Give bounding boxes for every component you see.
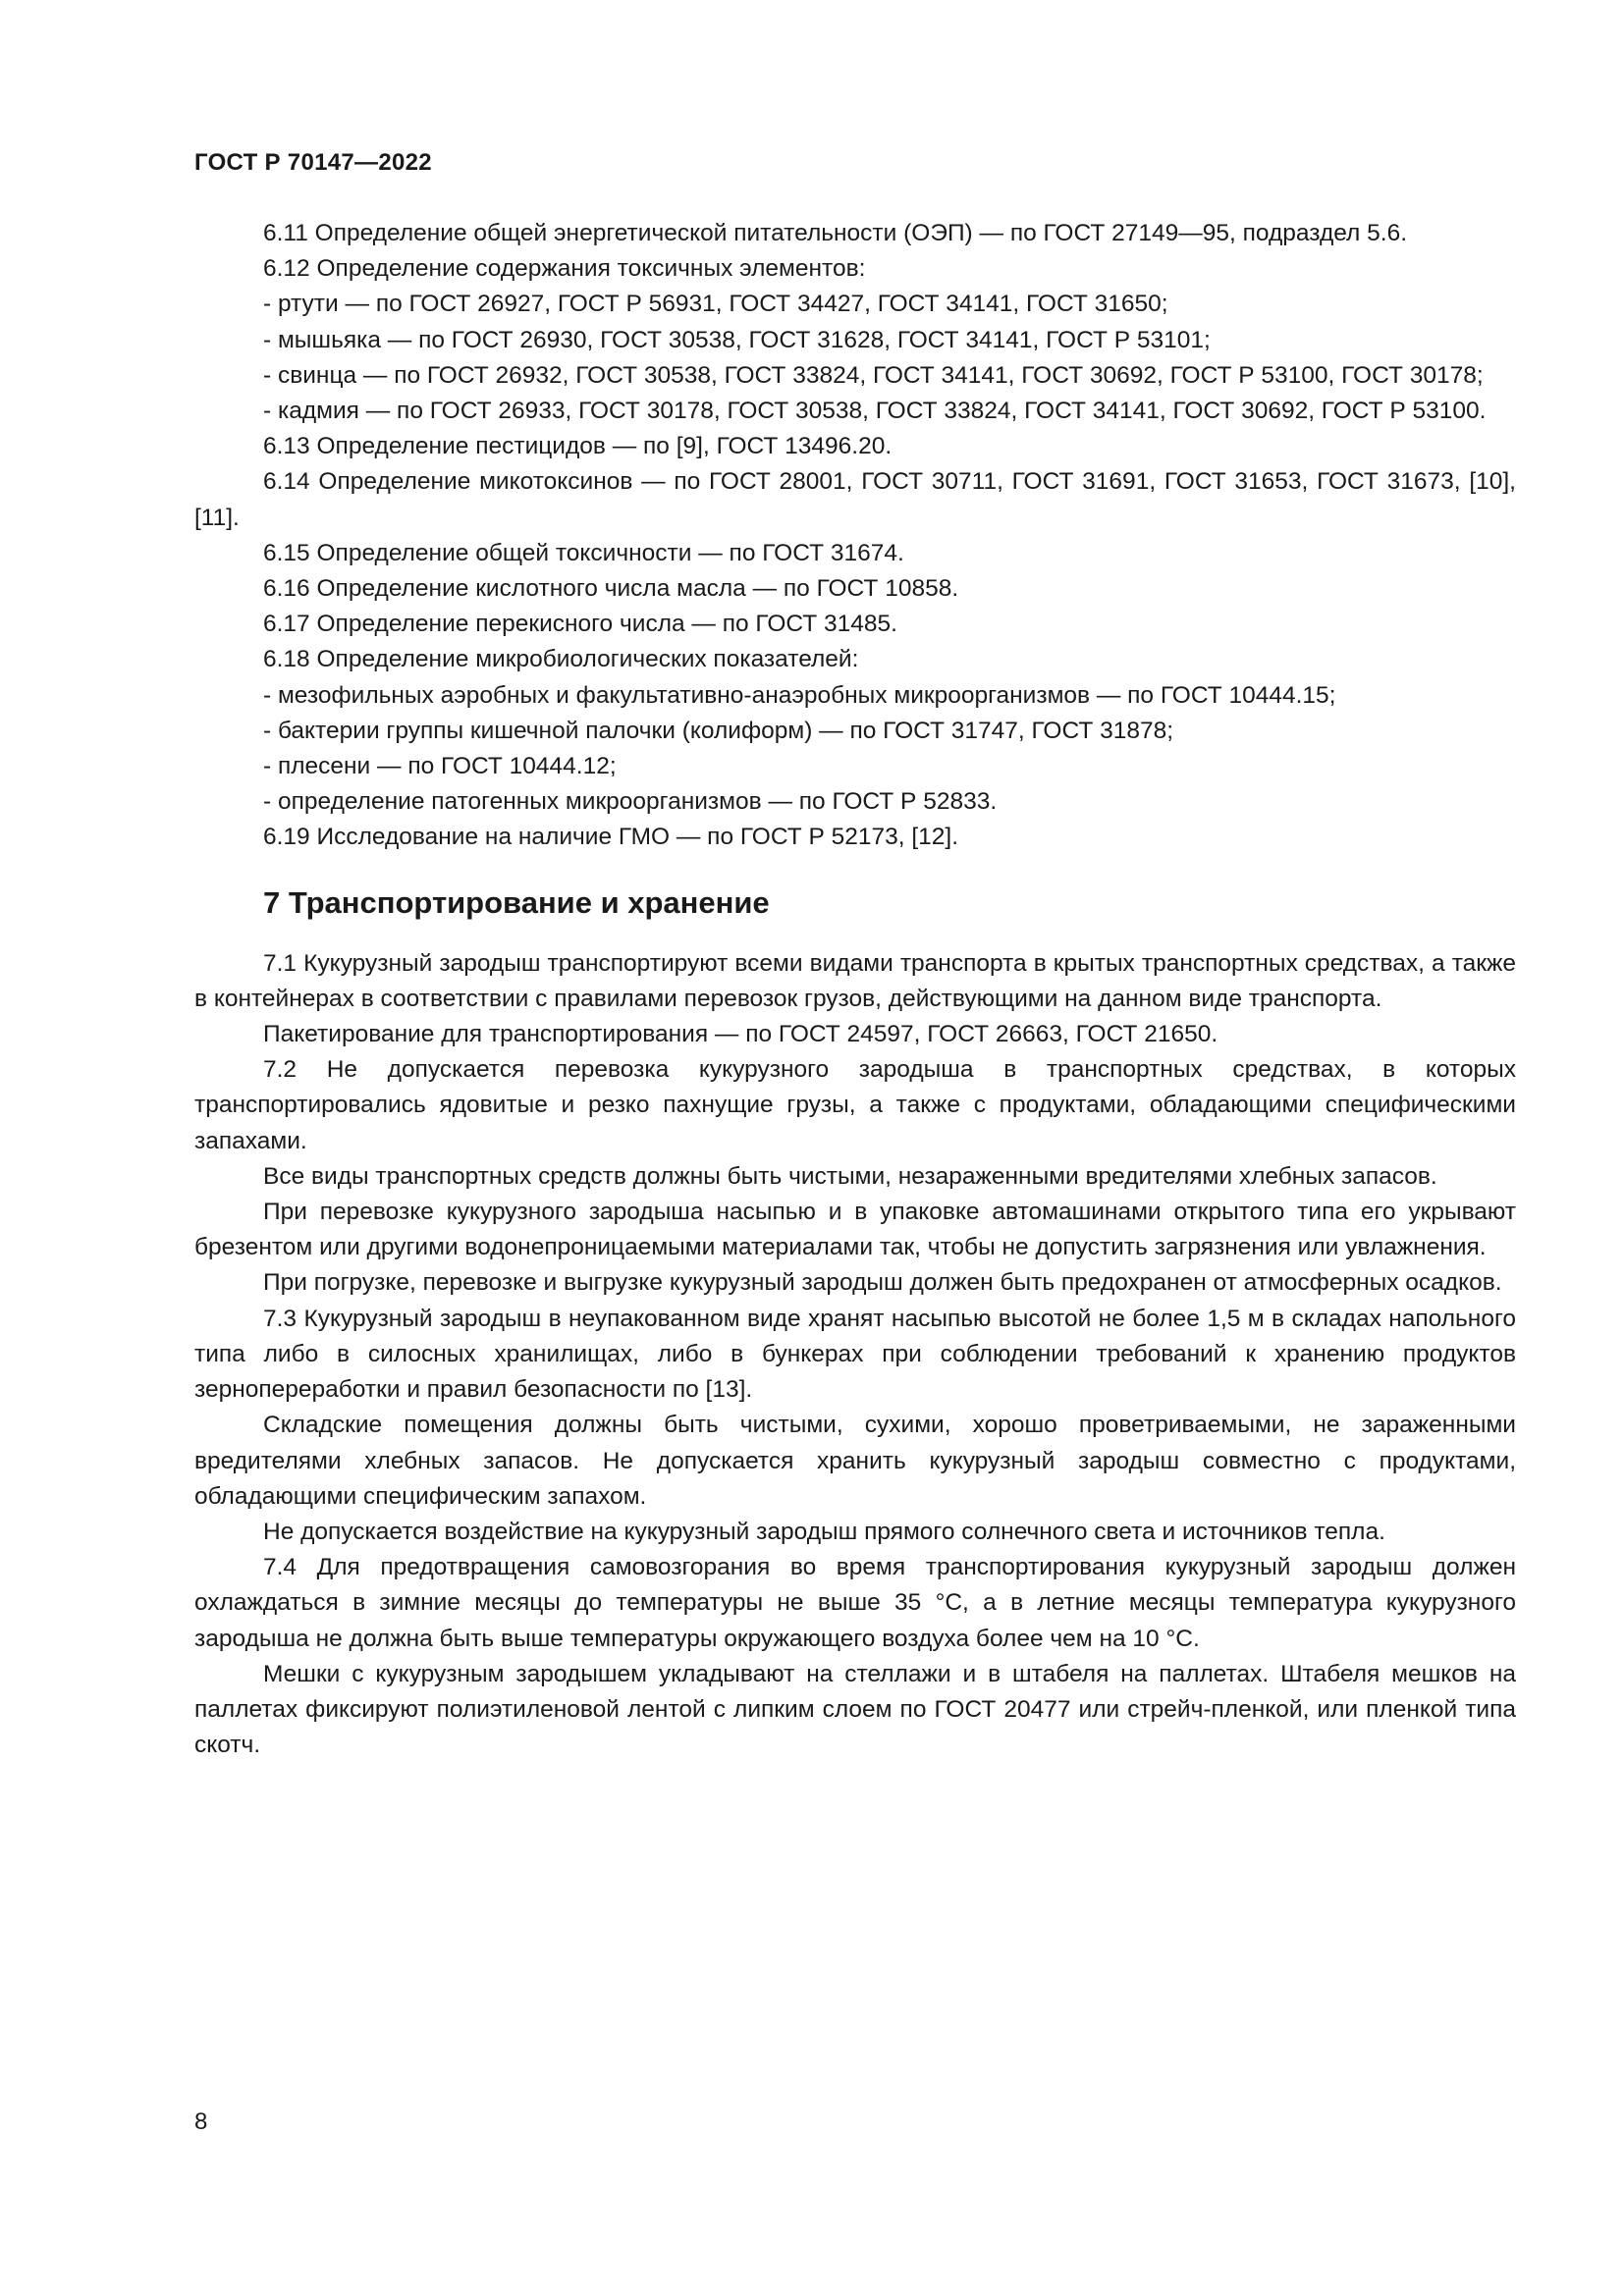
clause-7-3: 7.3 Кукурузный зародыш в неупакованном виде хранят насыпью высотой не более 1,5 м в складах напольного типа либо в силосных хранилищах, либо в бункерах при соблюдении требований к хранению продуктов зернопереработки и правил безопасности по [13]. — [194, 1305, 1516, 1404]
clause-6-12-cadmium: - кадмия — по ГОСТ 26933, ГОСТ 30178, ГОСТ 30538, ГОСТ 33824, ГОСТ 34141, ГОСТ 30692, ГОСТ Р 53100. — [263, 398, 1487, 425]
document-code-header: ГОСТ Р 70147—2022 — [194, 149, 432, 176]
clause-6-14: 6.14 Определение микотоксинов — по ГОСТ 28001, ГОСТ 30711, ГОСТ 31691, ГОСТ 31653, ГОСТ 31673, [10], [11]. — [194, 468, 1516, 531]
clause-7-2-clean: Все виды транспортных средств должны быть чистыми, незараженными вредителями хлебных запасов. — [263, 1162, 1437, 1190]
clause-6-18-pathogens: - определение патогенных микроорганизмов — по ГОСТ Р 52833. — [263, 788, 998, 816]
document-page — [194, 0, 1516, 2296]
clause-6-16: 6.16 Определение кислотного числа масла — по ГОСТ 10858. — [263, 575, 959, 603]
clause-6-12-mercury: - ртути — по ГОСТ 26927, ГОСТ Р 56931, ГОСТ 34427, ГОСТ 34141, ГОСТ 31650; — [263, 291, 1168, 318]
clause-7-4-pallets: Мешки с кукурузным зародышем укладывают на стеллажи и в штабеля на паллетах. Штабеля мешков на паллетах фиксируют полиэтиленовой лентой с липким слоем по ГОСТ 20477 или стрейч-пленкой, или пленкой типа скотч. — [194, 1660, 1516, 1759]
clause-6-11: 6.11 Определение общей энергетической питательности (ОЭП) — по ГОСТ 27149—95, подраздел 5.6. — [263, 220, 1408, 246]
clause-7-2-cover: При перевозке кукурузного зародыша насыпью и в упаковке автомашинами открытого типа его укрывают брезентом или другими водонепроницаемыми материалами так, чтобы не допустить загрязнения или увлажнения. — [194, 1199, 1516, 1261]
clause-6-19: 6.19 Исследование на наличие ГМО — по ГОСТ Р 52173, [12]. — [263, 824, 959, 851]
clause-6-18-mold: - плесени — по ГОСТ 10444.12; — [263, 753, 617, 780]
section-7-heading: 7 Транспортирование и хранение — [263, 884, 770, 920]
clause-6-12-arsenic: - мышьяка — по ГОСТ 26930, ГОСТ 30538, ГОСТ 31628, ГОСТ 34141, ГОСТ Р 53101; — [263, 326, 1211, 353]
clause-7-1: 7.1 Кукурузный зародыш транспортируют всеми видами транспорта в крытых транспортных средствах, а также в контейнерах в соответствии с правилами перевозок грузов, действующими на данном виде транспорта. — [194, 949, 1516, 1012]
clause-7-4: 7.4 Для предотвращения самовозгорания во время транспортирования кукурузный зародыш должен охлаждаться в зимние месяцы до температуры не выше 35 °С, а в летние месяцы температура кукурузного зародыша не должна быть выше температуры окружающего воздуха более чем на 10 °С. — [194, 1554, 1516, 1652]
document-body — [194, 216, 1516, 1763]
clause-6-18-mesophilic: - мезофильных аэробных и факультативно-анаэробных микроорганизмов — по ГОСТ 10444.15; — [263, 681, 1336, 709]
clause-6-12-lead: - свинца — по ГОСТ 26932, ГОСТ 30538, ГОСТ 33824, ГОСТ 34141, ГОСТ 30692, ГОСТ Р 53100, ГОСТ 30178; — [263, 361, 1484, 389]
clause-7-1-packaging: Пакетирование для транспортирования — по ГОСТ 24597, ГОСТ 26663, ГОСТ 21650. — [263, 1021, 1218, 1048]
clause-6-15: 6.15 Определение общей токсичности — по ГОСТ 31674. — [263, 539, 904, 566]
clause-6-18-coliform: - бактерии группы кишечной палочки (колиформ) — по ГОСТ 31747, ГОСТ 31878; — [263, 717, 1174, 744]
page-number: 8 — [194, 2109, 208, 2135]
clause-7-2: 7.2 Не допускается перевозка кукурузного зародыша в транспортных средствах, в которых транспортировались ядовитые и резко пахнущие грузы, а также с продуктами, обладающими специфическими запахами. — [194, 1056, 1516, 1154]
clause-6-17: 6.17 Определение перекисного числа — по ГОСТ 31485. — [263, 611, 897, 638]
clause-7-3-storage: Складские помещения должны быть чистыми, сухими, хорошо проветриваемыми, не зараженными вредителями хлебных запасов. Не допускается хранить кукурузный зародыш совместно с продуктами, обладающими специфическим запахом. — [194, 1412, 1516, 1510]
clause-6-12: 6.12 Определение содержания токсичных элементов: — [263, 255, 866, 283]
clause-6-13: 6.13 Определение пестицидов — по [9], ГОСТ 13496.20. — [263, 433, 893, 460]
clause-6-18: 6.18 Определение микробиологических показателей: — [263, 646, 859, 673]
clause-7-3-sun: Не допускается воздействие на кукурузный зародыш прямого солнечного света и источников тепла. — [263, 1518, 1385, 1545]
clause-7-2-precipitation: При погрузке, перевозке и выгрузке кукурузный зародыш должен быть предохранен от атмосферных осадков. — [263, 1269, 1502, 1297]
